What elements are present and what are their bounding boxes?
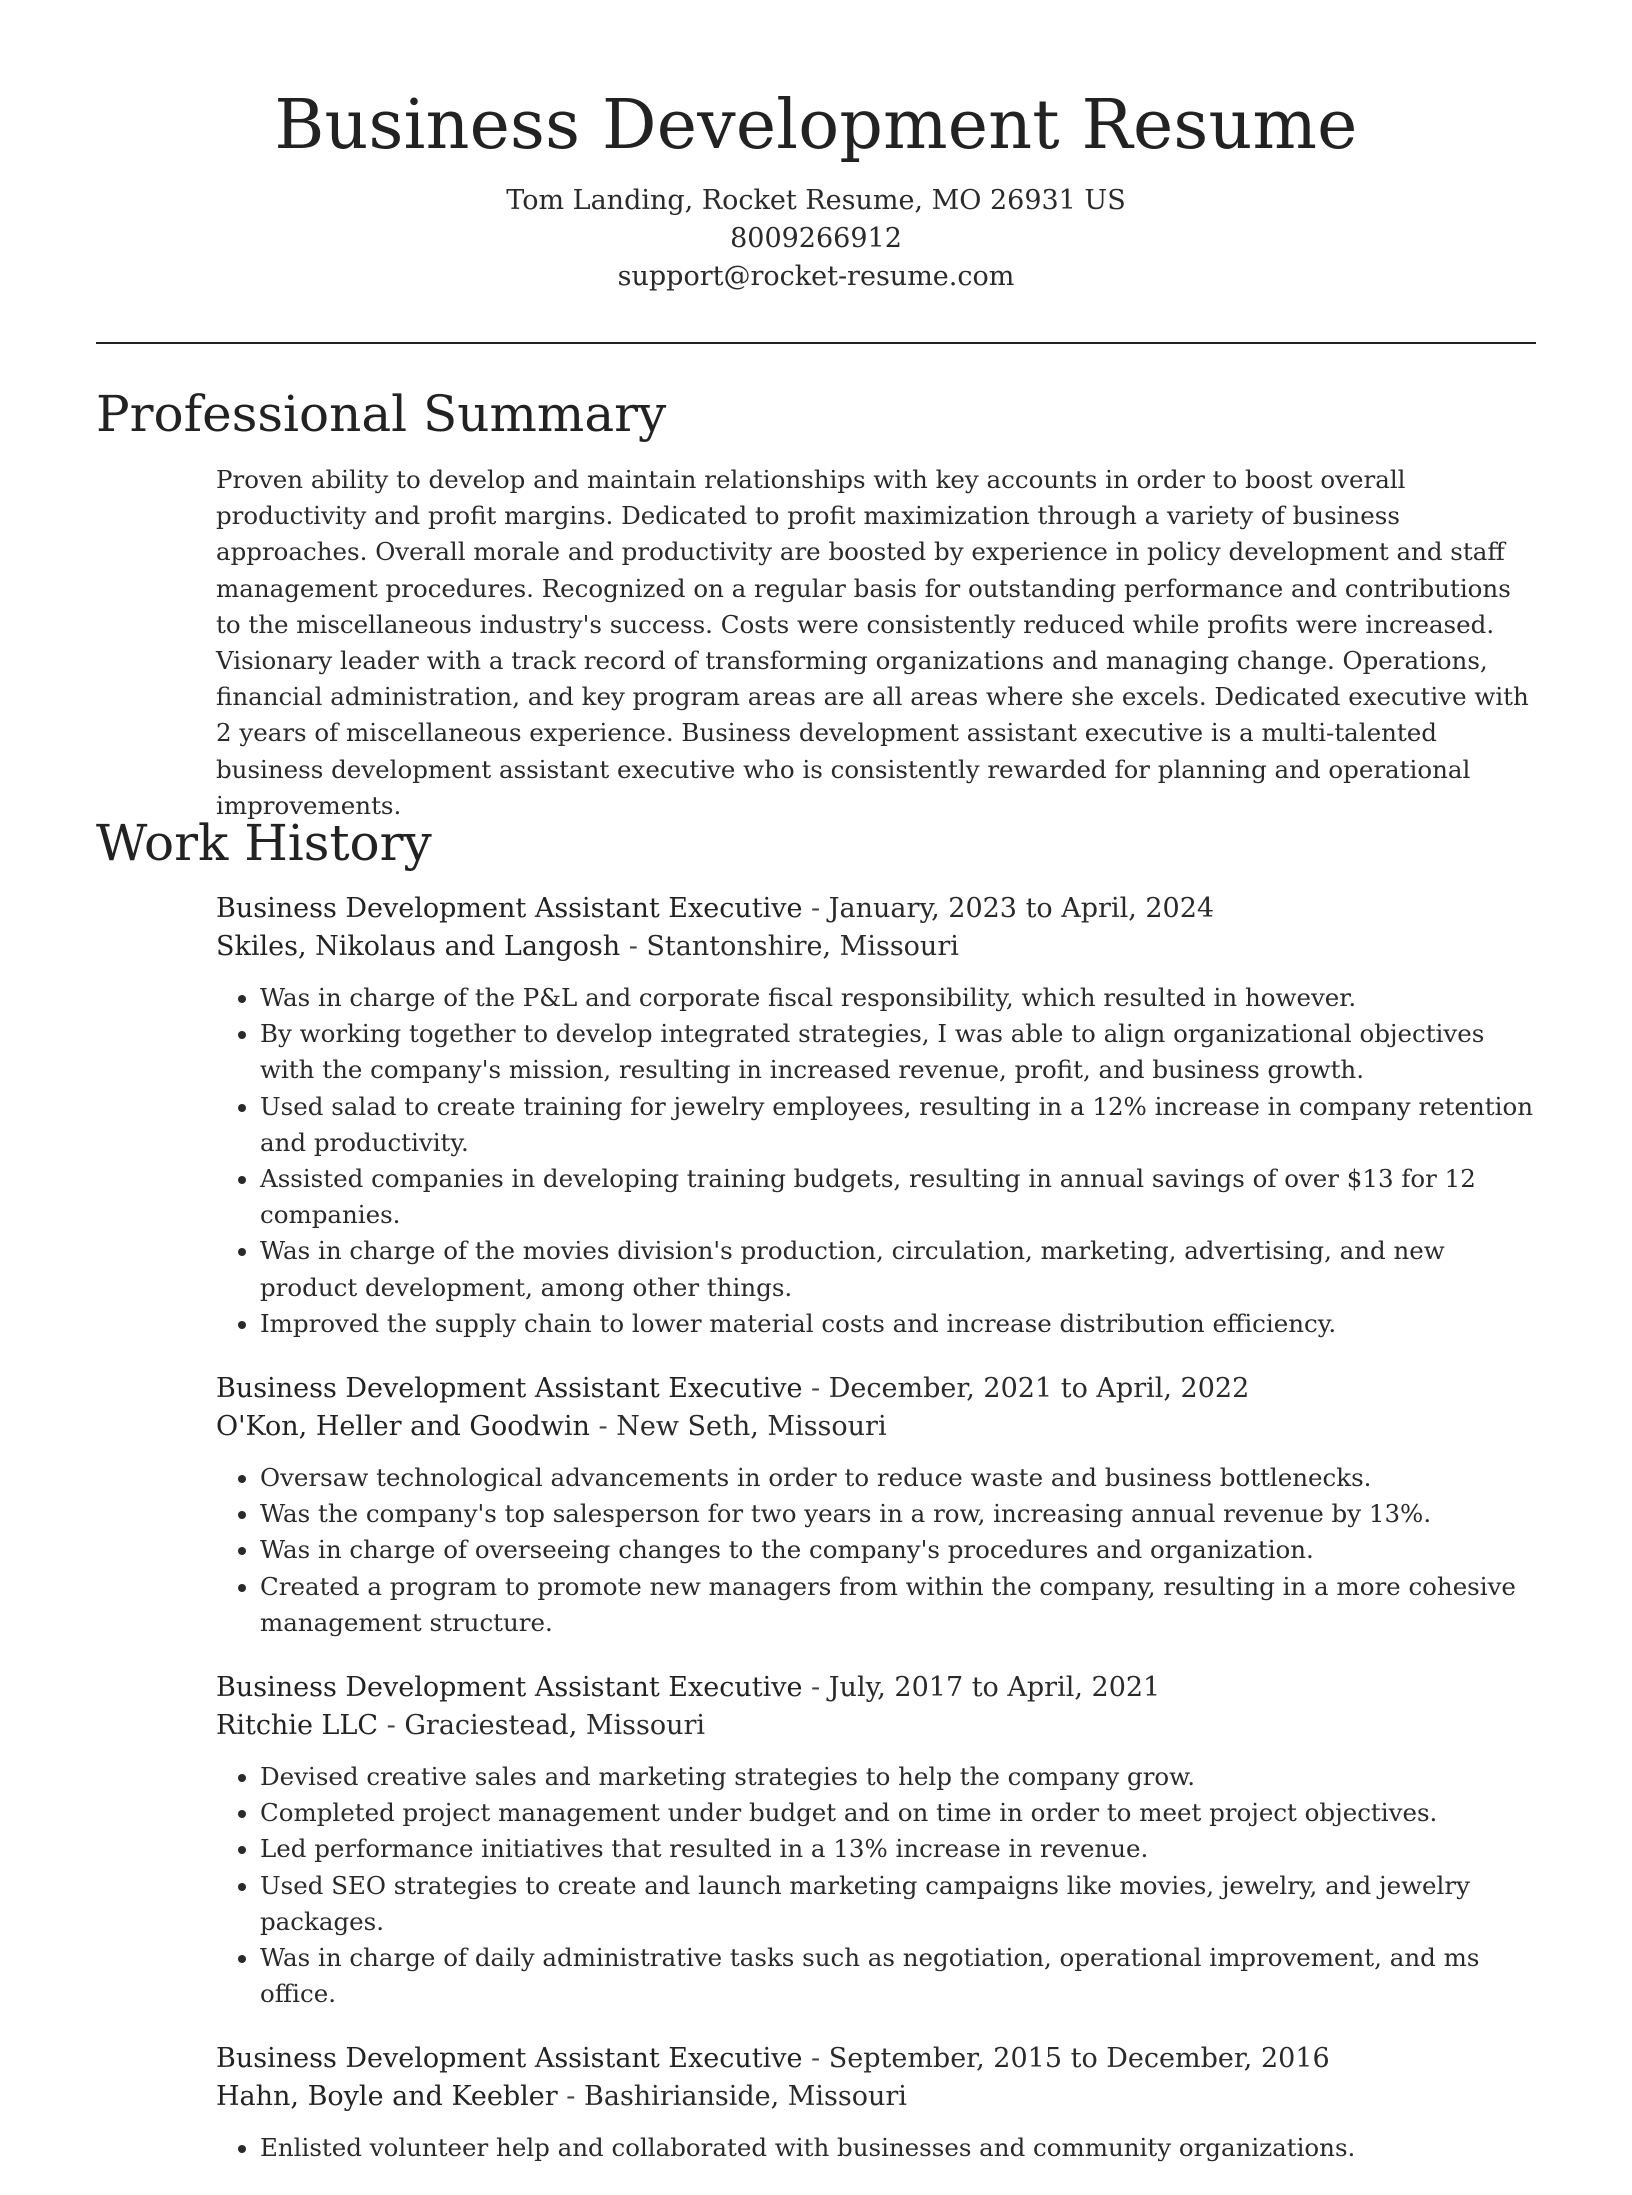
job-company-line — [216, 928, 1538, 966]
job-bullets — [216, 1460, 1538, 1641]
summary-text: Proven ability to develop and maintain relationships with key accounts in order to boost overall productivity and profit margins. Dedicated to profit maximization through a variety of business approaches. Overall morale and productivity are boosted by experience in policy development and staff management procedures. Recognized on a regular basis for outstanding performance and contributions to the miscellaneous industry's success. Costs were consistently reduced while profits were increased. Visionary leader with a track record of transforming organizations and managing change. Operations, financial administration, and key program areas are all areas where she excels. Dedicated executive with 2 years of miscellaneous experience. Business development assistant executive is a multi-talented business development assistant executive who is consistently rewarded for planning and operational improvements. — [216, 465, 1529, 820]
job-company: Skiles, Nikolaus and Langosh — [216, 931, 621, 962]
resume-header — [96, 80, 1536, 296]
job-bullet: • Created a program to promote new managers from within the company, resulting in a more cohesive management structure. — [260, 1569, 1538, 1641]
work-history-list — [216, 890, 1538, 2195]
job-title: Business Development Assistant Executive — [216, 893, 803, 924]
job-bullet: • Was in charge of the P&L and corporate fiscal responsibility, which resulted in however. — [260, 980, 1538, 1016]
job-location: Graciestead, Missouri — [404, 1710, 706, 1742]
job-dates: December, 2021 to April, 2022 — [828, 1373, 1250, 1405]
job-bullet: • Improved the supply chain to lower material costs and increase distribution efficiency. — [260, 1306, 1538, 1342]
job-dates: January, 2023 to April, 2024 — [828, 893, 1215, 924]
document-title: Business Development Resume — [274, 86, 1358, 165]
job-title-line — [216, 1669, 1538, 1707]
contact-email: support@rocket-resume.com — [617, 261, 1015, 292]
job-separator: - — [802, 893, 829, 924]
section-title-professional-summary: Professional Summary — [96, 385, 667, 443]
job-separator: - — [802, 1373, 829, 1405]
job-entry — [216, 890, 1538, 1342]
job-bullets — [216, 980, 1538, 1342]
job-separator: - — [589, 1411, 617, 1443]
job-separator: - — [620, 931, 647, 962]
job-company-line — [216, 2078, 1538, 2116]
job-company: O'Kon, Heller and Goodwin — [216, 1411, 590, 1443]
job-bullets — [216, 1759, 1538, 2012]
job-bullet: • Used salad to create training for jewelry employees, resulting in a 12% increase in company retention and productivity. — [260, 1089, 1538, 1161]
job-bullet: • Enlisted volunteer help and collaborated with businesses and community organizations. — [260, 2130, 1538, 2166]
job-bullet: • By working together to develop integrated strategies, I was able to align organizational objectives with the company's mission, resulting in increased revenue, profit, and business growth. — [260, 1016, 1538, 1088]
job-location: Stantonshire, Missouri — [646, 931, 959, 962]
job-separator: - — [557, 2081, 584, 2113]
job-bullet: • Completed project management under budget and on time in order to meet project objectives. — [260, 1795, 1538, 1831]
job-separator: - — [378, 1710, 405, 1742]
job-bullet: • Used SEO strategies to create and launch marketing campaigns like movies, jewelry, and jewelry packages. — [260, 1868, 1538, 1940]
job-company-line — [216, 1707, 1538, 1745]
header-divider — [96, 342, 1536, 344]
job-title-line — [216, 890, 1538, 928]
section-title-work-history: Work History — [96, 814, 432, 872]
job-bullets — [216, 2130, 1538, 2166]
job-bullet: • Assisted companies in developing training budgets, resulting in annual savings of over $13 for 12 companies. — [260, 1161, 1538, 1233]
job-title-line — [216, 2040, 1538, 2078]
job-location: New Seth, Missouri — [616, 1411, 887, 1443]
contact-phone: 8009266912 — [730, 223, 902, 254]
job-company: Ritchie LLC — [216, 1710, 379, 1742]
job-bullet: • Led performance initiatives that resulted in a 13% increase in revenue. — [260, 1831, 1538, 1867]
job-bullet: • Was in charge of the movies division's production, circulation, marketing, advertising, and new product development, among other things. — [260, 1233, 1538, 1305]
job-bullet: • Was the company's top salesperson for two years in a row, increasing annual revenue by 13%. — [260, 1496, 1538, 1532]
contact-block — [96, 182, 1536, 296]
job-entry — [216, 1370, 1538, 1641]
job-bullet: • Was in charge of overseeing changes to the company's procedures and organization. — [260, 1532, 1538, 1568]
job-entry — [216, 1669, 1538, 2012]
job-separator: - — [802, 2043, 829, 2075]
job-bullet: • Was in charge of daily administrative tasks such as negotiation, operational improvement, and ms office. — [260, 1940, 1538, 2012]
job-company: Hahn, Boyle and Keebler — [216, 2081, 558, 2113]
job-title: Business Development Assistant Executive — [216, 1672, 803, 1704]
job-bullet: • Devised creative sales and marketing strategies to help the company grow. — [260, 1759, 1538, 1795]
job-separator: - — [802, 1672, 829, 1704]
contact-address: Tom Landing, Rocket Resume, MO 26931 US — [506, 185, 1126, 216]
job-dates: July, 2017 to April, 2021 — [828, 1672, 1161, 1704]
job-location: Bashirianside, Missouri — [584, 2081, 907, 2113]
job-title-line — [216, 1370, 1538, 1408]
job-title: Business Development Assistant Executive — [216, 1373, 803, 1405]
job-bullet: • Oversaw technological advancements in order to reduce waste and business bottlenecks. — [260, 1460, 1538, 1496]
job-company-line — [216, 1408, 1538, 1446]
job-dates: September, 2015 to December, 2016 — [828, 2043, 1330, 2075]
job-entry — [216, 2040, 1538, 2166]
job-title: Business Development Assistant Executive — [216, 2043, 803, 2075]
